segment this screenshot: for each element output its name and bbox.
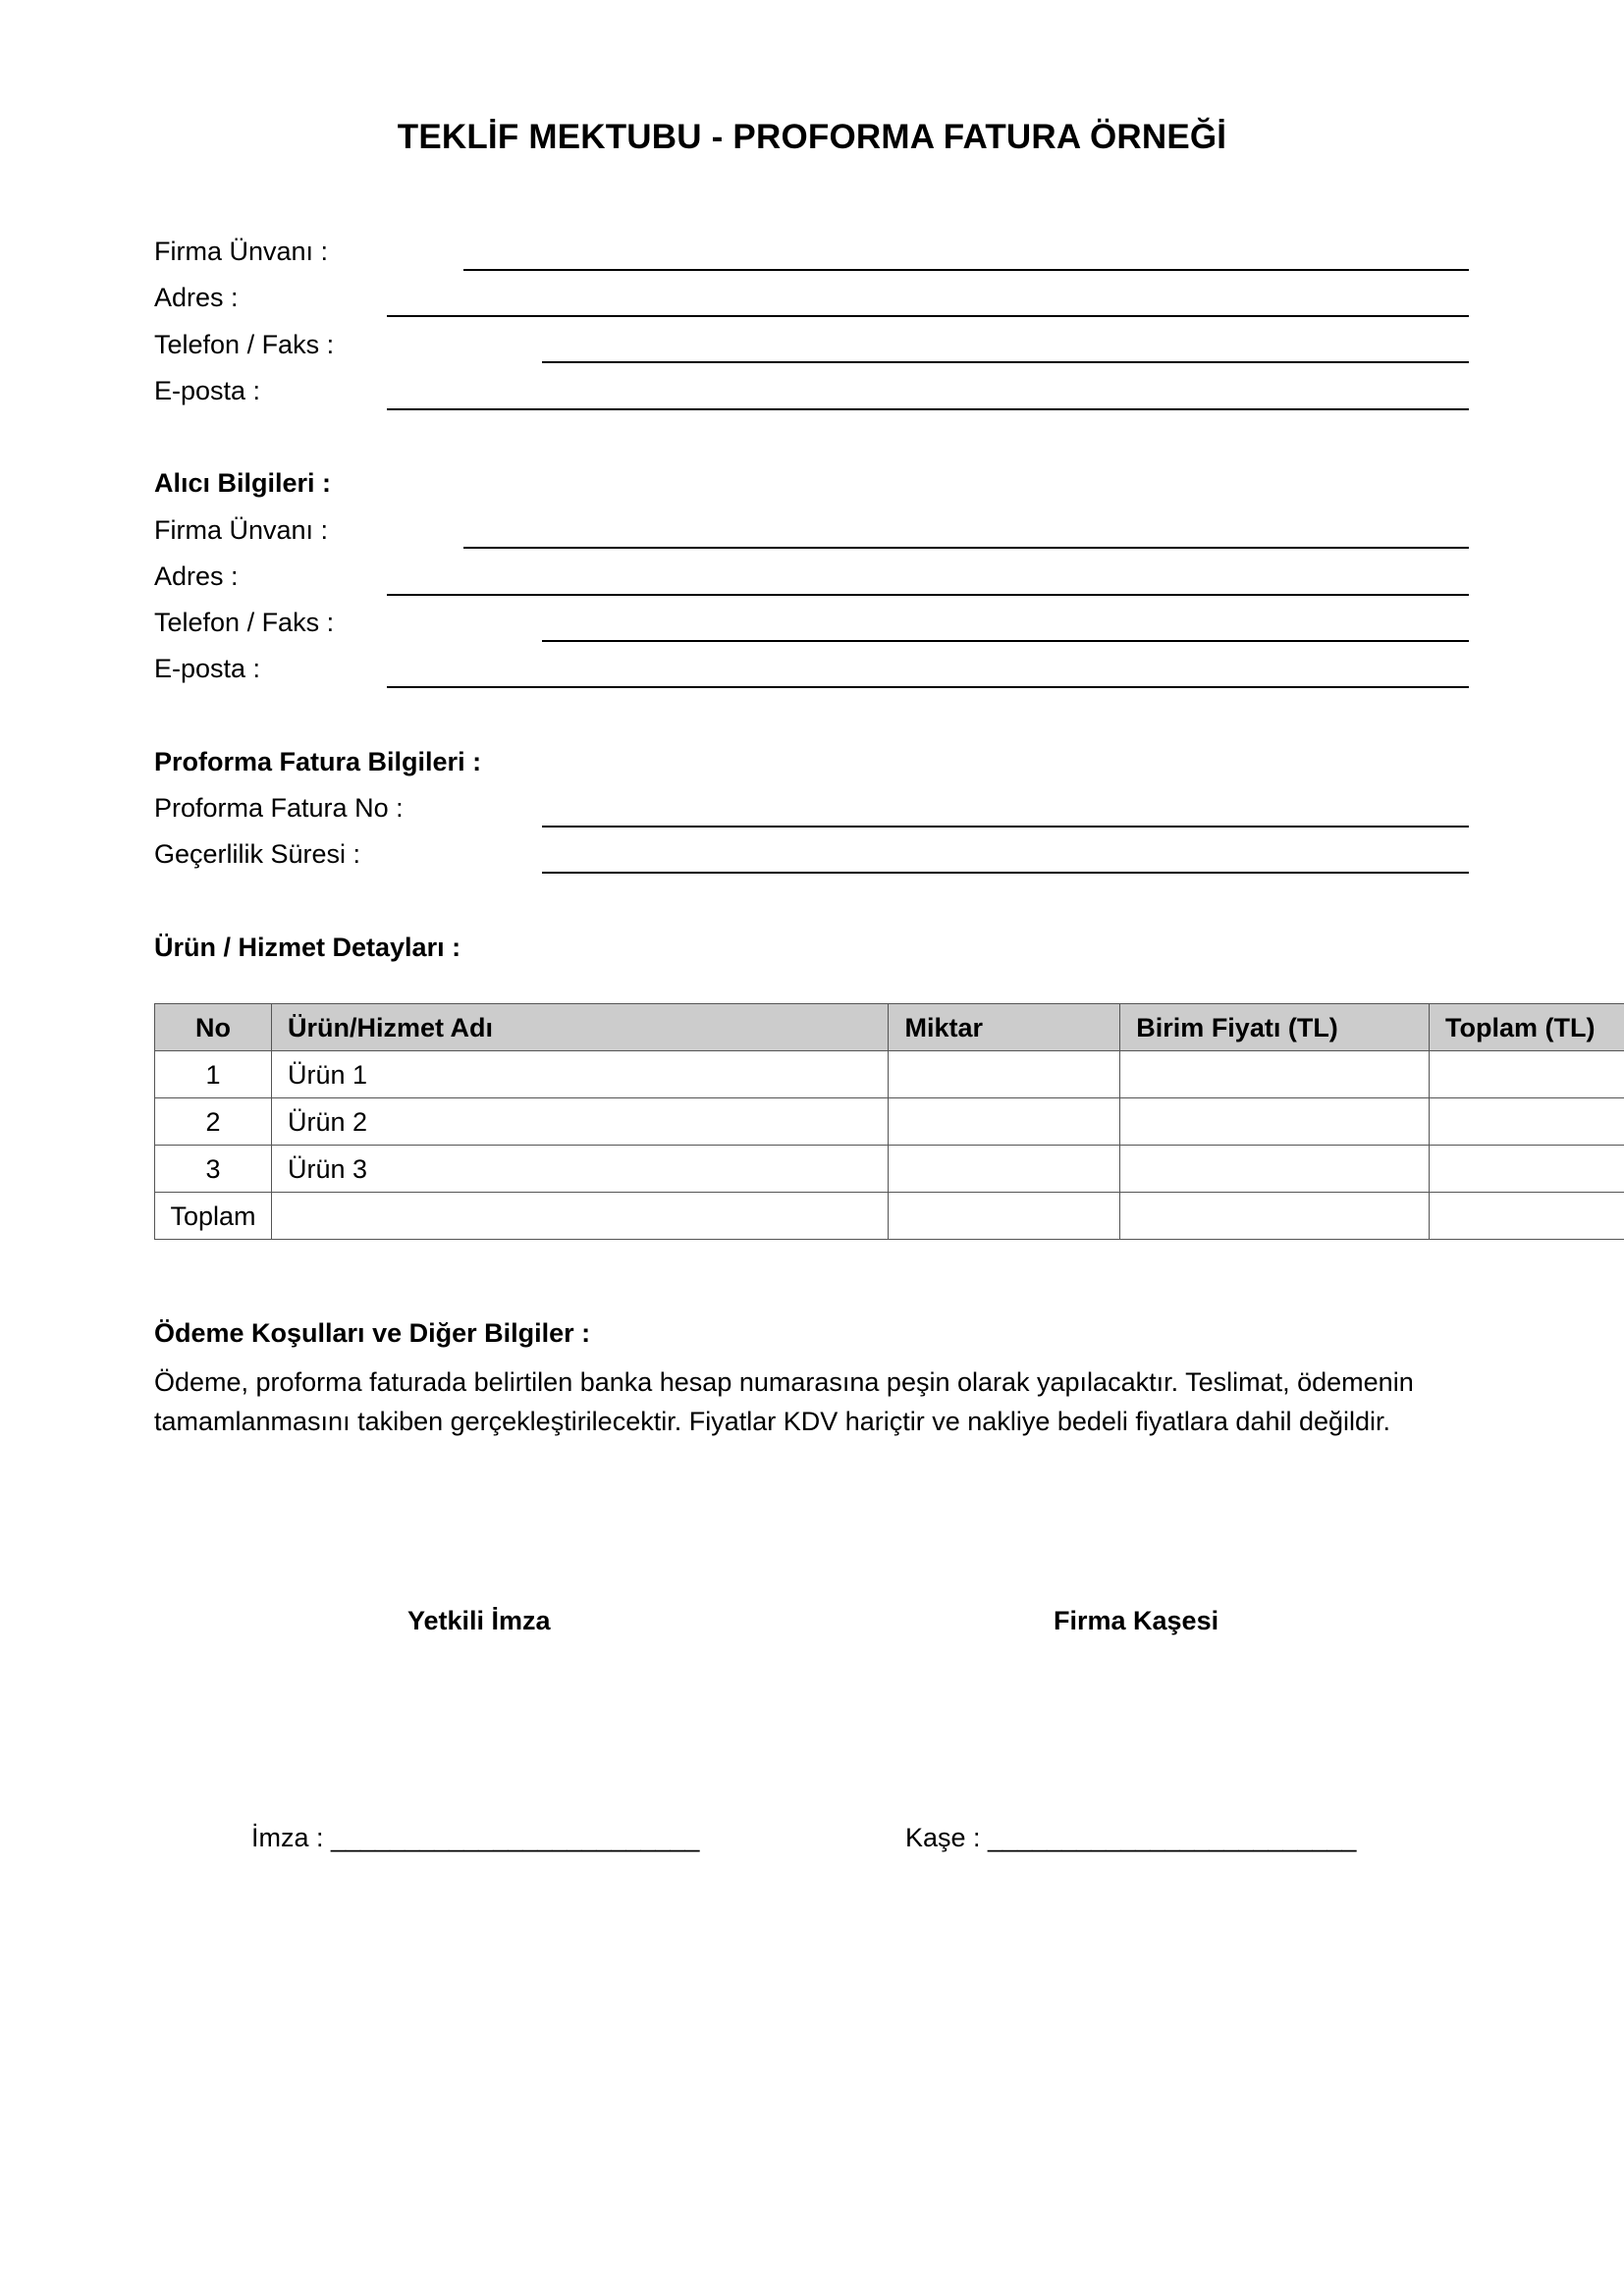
sender-address-label: Adres : (154, 283, 239, 312)
cell-quantity[interactable] (889, 1193, 1120, 1240)
column-header-unit-price: Birim Fiyatı (TL) (1120, 1004, 1430, 1051)
cell-unit-price[interactable] (1120, 1098, 1430, 1146)
company-stamp-heading: Firma Kaşesi (1054, 1606, 1219, 1635)
cell-total[interactable] (1430, 1146, 1624, 1193)
buyer-address-field[interactable] (387, 594, 1469, 596)
cell-name[interactable] (271, 1193, 888, 1240)
sender-company-field[interactable] (463, 269, 1469, 271)
table-row (155, 1146, 1624, 1193)
buyer-phone-label: Telefon / Faks : (154, 608, 335, 637)
buyer-company-field[interactable] (463, 547, 1469, 549)
sender-phone-label: Telefon / Faks : (154, 330, 335, 359)
cell-quantity[interactable] (889, 1098, 1120, 1146)
cell-no: 3 (155, 1146, 272, 1193)
proforma-heading: Proforma Fatura Bilgileri : (154, 747, 482, 776)
sender-address-field[interactable] (387, 315, 1469, 317)
proforma-number-field[interactable] (542, 826, 1469, 828)
cell-total[interactable] (1430, 1098, 1624, 1146)
cell-total-label: Toplam (155, 1193, 272, 1240)
table-row (155, 1098, 1624, 1146)
column-header-no: No (155, 1004, 272, 1051)
proforma-number-label: Proforma Fatura No : (154, 793, 404, 823)
buyer-company-label: Firma Ünvanı : (154, 515, 329, 545)
cell-unit-price[interactable] (1120, 1146, 1430, 1193)
cell-no: 2 (155, 1098, 272, 1146)
column-header-total: Toplam (TL) (1430, 1004, 1624, 1051)
items-heading: Ürün / Hizmet Detayları : (154, 933, 461, 962)
terms-heading: Ödeme Koşulları ve Diğer Bilgiler : (154, 1318, 591, 1348)
authorized-signature-heading: Yetkili İmza (407, 1606, 551, 1635)
signature-line[interactable]: İmza : _________________________ (251, 1823, 700, 1852)
column-header-name: Ürün/Hizmet Adı (271, 1004, 888, 1051)
validity-label: Geçerlilik Süresi : (154, 839, 361, 869)
column-header-quantity: Miktar (889, 1004, 1120, 1051)
validity-field[interactable] (542, 872, 1469, 874)
cell-unit-price[interactable] (1120, 1193, 1430, 1240)
sender-company-label: Firma Ünvanı : (154, 237, 329, 266)
stamp-line[interactable]: Kaşe : _________________________ (905, 1823, 1357, 1852)
buyer-heading: Alıcı Bilgileri : (154, 468, 332, 498)
table-total-row (155, 1193, 1624, 1240)
table-header-row (155, 1004, 1624, 1051)
buyer-phone-field[interactable] (542, 640, 1469, 642)
cell-name[interactable]: Ürün 3 (271, 1146, 888, 1193)
buyer-email-label: E-posta : (154, 654, 261, 683)
cell-quantity[interactable] (889, 1051, 1120, 1098)
sender-email-label: E-posta : (154, 376, 261, 405)
cell-name[interactable]: Ürün 1 (271, 1051, 888, 1098)
terms-text: Ödeme, proforma faturada belirtilen banka hesap numarasına peşin olarak yapılacaktır. Teslimat, ödemenin tamamlanmasını takiben gerçekleştirilecektir. Fiyatlar KDV hariçtir ve nakliye bedeli fiyatlara dahil değildir. (154, 1367, 1414, 1436)
table-row (155, 1051, 1624, 1098)
cell-total[interactable] (1430, 1051, 1624, 1098)
sender-phone-field[interactable] (542, 361, 1469, 363)
items-table (154, 1003, 1624, 1240)
cell-quantity[interactable] (889, 1146, 1120, 1193)
cell-name[interactable]: Ürün 2 (271, 1098, 888, 1146)
cell-total[interactable] (1430, 1193, 1624, 1240)
buyer-address-label: Adres : (154, 561, 239, 591)
document-title: TEKLİF MEKTUBU - PROFORMA FATURA ÖRNEĞİ (397, 118, 1227, 156)
buyer-email-field[interactable] (387, 686, 1469, 688)
sender-email-field[interactable] (387, 408, 1469, 410)
cell-no: 1 (155, 1051, 272, 1098)
cell-unit-price[interactable] (1120, 1051, 1430, 1098)
